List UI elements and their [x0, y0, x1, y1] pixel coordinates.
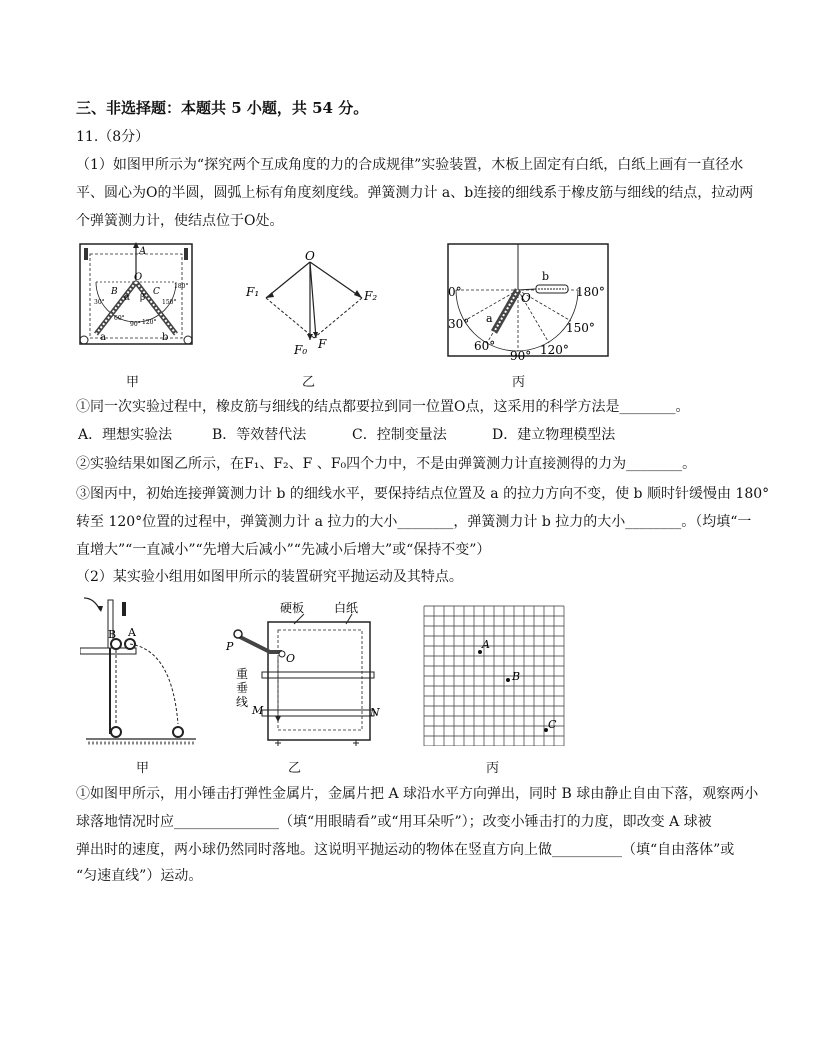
- section-title: 三、非选择题：本题共 5 小题，共 54 分。: [76, 99, 369, 117]
- p2-yi-label-N: N: [370, 706, 380, 719]
- part1-q3-line1: ③图丙中，初始连接弹簧测力计 b 的细线水平，要保持结点位置及 a 的拉力方向不变，使 b 顺时针缓慢由 180°: [76, 486, 770, 502]
- p2-bing-label-C: C: [548, 718, 557, 731]
- figure-2-yi: [222, 598, 382, 750]
- fig2-caption-yi: 乙: [288, 761, 302, 776]
- figure-2-bing-grid: [422, 604, 568, 746]
- part2-q1-line3: 弹出时的速度，两小球仍然同时落地。这说明平抛运动的物体在竖直方向上做__________（填“自由落体”或: [76, 842, 735, 858]
- jia-label-30: 30°: [94, 299, 105, 306]
- part2-q1-line4: “匀速直线”）运动。: [76, 868, 203, 884]
- fig1-caption-bing: 丙: [512, 375, 526, 390]
- p2-yi-label-zhong: 重: [236, 667, 249, 681]
- jia-label-120: 120°: [142, 319, 157, 326]
- jia-label-A: A: [139, 246, 147, 257]
- part1-intro-line1: （1）如图甲所示为“探究两个互成角度的力的合成规律”实验装置，木板上固定有白纸，白纸上画有一直径水: [76, 157, 744, 173]
- yi-label-F1: F₁: [246, 285, 260, 299]
- option-b: B．等效替代法: [212, 427, 307, 443]
- bing-label-120: 120°: [540, 343, 569, 357]
- bing-label-a: a: [486, 312, 493, 325]
- figure-2-jia: [80, 594, 200, 750]
- fig2-caption-jia: 甲: [136, 761, 150, 776]
- part1-intro-line3: 个弹簧测力计，使结点位于O处。: [76, 213, 284, 229]
- jia-label-B: B: [111, 287, 118, 297]
- part1-q2: ②实验结果如图乙所示，在F₁、F₂、F 、F₀四个力中，不是由弹簧测力计直接测得的力为________。: [76, 456, 697, 472]
- bing-label-O: O: [521, 291, 531, 305]
- p2-jia-label-B: B: [108, 628, 117, 641]
- bing-label-150: 150°: [566, 321, 595, 335]
- jia-label-beta: β: [140, 293, 146, 303]
- figure-1-bing: [446, 242, 612, 362]
- part1-q3-line3: 直增大”“一直减小”“先增大后减小”“先减小后增大”或“保持不变”）: [76, 542, 491, 558]
- part1-intro-line2: 平、圆心为O的半圆，圆弧上标有角度刻度线。弹簧测力计 a、b连接的细线系于橡皮筋与细线的结点，拉动两: [76, 185, 754, 201]
- yi-label-O: O: [305, 249, 315, 263]
- yi-label-F: F: [318, 337, 327, 351]
- p2-yi-label-O: O: [286, 652, 296, 665]
- p2-yi-label-P: P: [226, 640, 234, 653]
- part2-q1-line2: 球落地情况时应_______________（填“用眼睛看”或“用耳朵听”）；改变小锤击打的力度，即改变 A 球被: [76, 814, 712, 830]
- bing-label-180: 180°: [576, 285, 605, 299]
- p2-yi-label-M: M: [252, 704, 264, 717]
- fig2-caption-bing: 丙: [486, 761, 500, 776]
- figure-1-jia: [78, 242, 196, 364]
- bing-label-30: 30°: [448, 317, 470, 331]
- p2-jia-label-A: A: [128, 626, 136, 639]
- p2-yi-label-whitepaper: 白纸: [334, 601, 359, 615]
- bing-label-0: 0°: [448, 285, 462, 299]
- jia-label-b: b: [162, 332, 169, 343]
- yi-label-F2: F₂: [364, 289, 378, 303]
- p2-yi-label-hardboard: 硬板: [280, 601, 305, 615]
- question-number: 11.（8分）: [76, 129, 150, 145]
- jia-label-180: 180°: [174, 283, 189, 290]
- jia-label-a: a: [100, 332, 106, 343]
- option-a: A．理想实验法: [78, 427, 173, 443]
- part1-q1: ①同一次实验过程中，橡皮筋与细线的结点都要拉到同一位置O点，这采用的科学方法是________。: [76, 399, 690, 415]
- jia-label-C: C: [153, 287, 160, 297]
- jia-label-150: 150°: [162, 299, 177, 306]
- jia-label-90: 90°: [130, 321, 141, 328]
- part1-q3-line2: 转至 120°位置的过程中，弹簧测力计 a 拉力的大小________，弹簧测力计 b 拉力的大小________。（均填“一: [76, 514, 752, 530]
- fig1-caption-jia: 甲: [126, 375, 140, 390]
- part2-intro: （2）某实验小组用如图甲所示的装置研究平抛运动及其特点。: [76, 569, 463, 585]
- yi-label-F0: F₀: [294, 343, 308, 357]
- jia-label-alpha: α: [124, 293, 131, 303]
- fig1-caption-yi: 乙: [302, 375, 316, 390]
- p2-bing-label-A: A: [482, 638, 490, 651]
- jia-label-O: O: [134, 272, 143, 283]
- jia-label-60: 60°: [114, 315, 125, 322]
- part2-q1-line1: ①如图甲所示，用小锤击打弹性金属片，金属片把 A 球沿水平方向弹出，同时 B 球由静止自由下落，观察两小: [76, 786, 759, 802]
- p2-bing-label-B: B: [512, 670, 521, 683]
- p2-yi-label-chui: 垂: [236, 681, 249, 695]
- bing-label-b: b: [542, 270, 550, 283]
- p2-yi-label-xian: 线: [236, 695, 249, 709]
- figure-1-yi: [242, 248, 382, 360]
- option-d: D．建立物理模型法: [492, 427, 616, 443]
- bing-label-60: 60°: [474, 339, 496, 353]
- option-c: C．控制变量法: [352, 427, 447, 443]
- bing-label-90: 90°: [510, 349, 532, 362]
